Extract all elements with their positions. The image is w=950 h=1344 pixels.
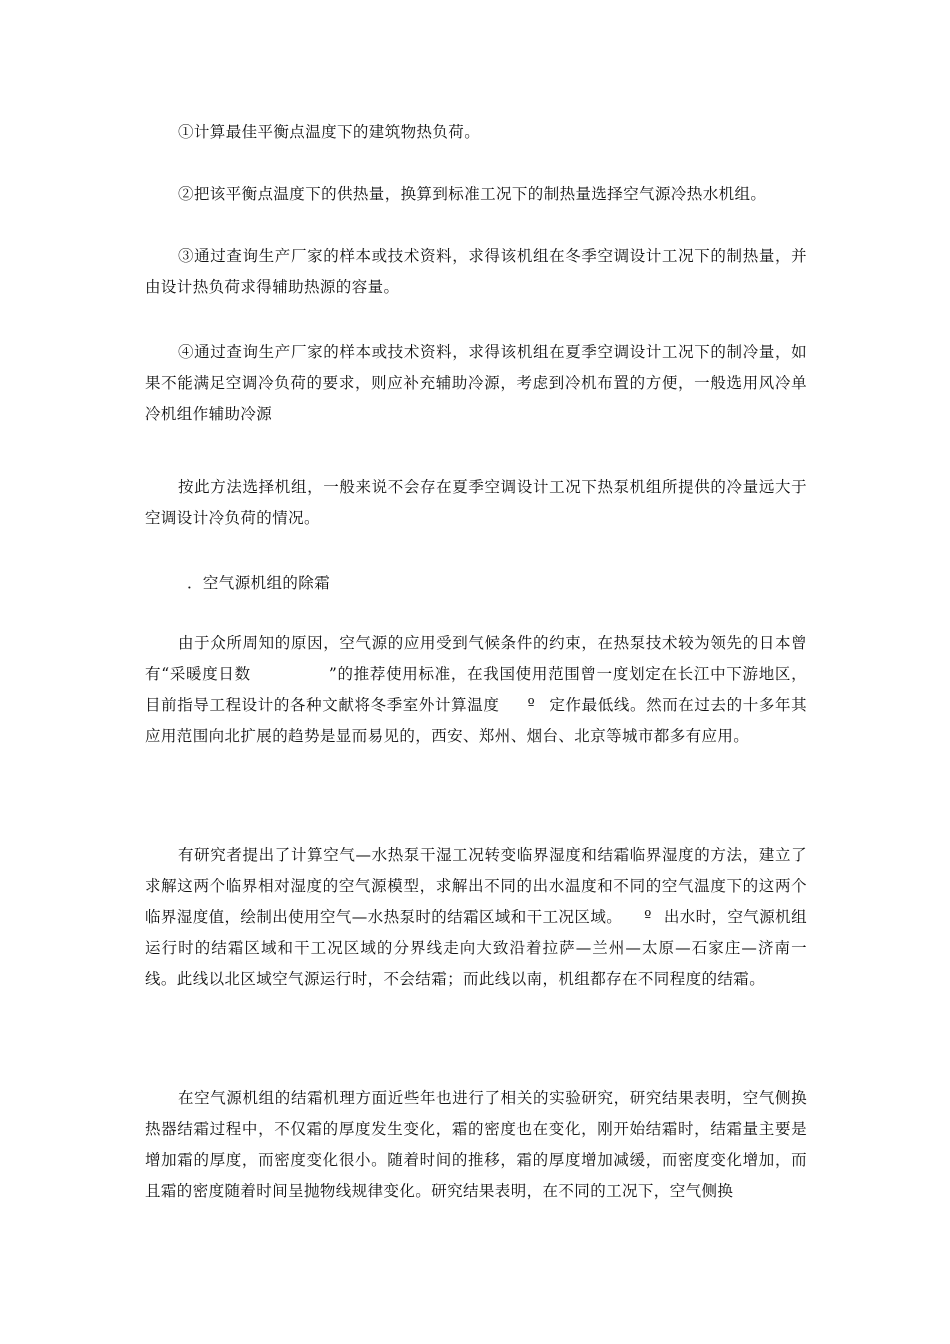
research-text-part-1: 有研究者提出了计算空气—水热泵干湿工况转变临界湿度和结霜临界湿度的方法，建立了求解这两个临界相对湿度的空气源模型，求解出不同的出水温度和不同的空气温度下的这两个临界湿度值，绘制出使用空气—水热泵时的结霜区域和干工况区域。 bbox=[145, 846, 807, 926]
research-text-part-2: 出水时，空气源机组运行时的结霜区域和干工况区域的分界线走向大致沿着拉萨—兰州—太原—石家庄—济南一线。此线以北区域空气源运行时，不会结霜；而此线以南，机组都存在不同程度的结霜。 bbox=[145, 908, 807, 988]
research-paragraph bbox=[145, 840, 807, 995]
climate-text-part-2: ”的推荐使用标准，在我国使用范围曾一度划定在长江中下游地区，目前指导工程设计的各种文献将冬季室外计算温度 bbox=[145, 665, 807, 714]
degree-symbol: º bbox=[644, 908, 652, 926]
step-3-paragraph: ③通过查询生产厂家的样本或技术资料，求得该机组在冬季空调设计工况下的制热量，并由设计热负荷求得辅助热源的容量。 bbox=[145, 247, 807, 296]
degree-symbol: º bbox=[527, 696, 536, 714]
step-4-paragraph: ④通过查询生产厂家的样本或技术资料，求得该机组在夏季空调设计工况下的制冷量，如果不能满足空调冷负荷的要求，则应补充辅助冷源，考虑到冷机布置的方便，一般选用风冷单冷机组作辅助冷源 bbox=[145, 343, 807, 423]
frost-paragraph: 在空气源机组的结霜机理方面近些年也进行了相关的实验研究，研究结果表明，空气侧换热器结霜过程中，不仅霜的厚度发生变化，霜的密度也在变化，刚开始结霜时，结霜量主要是增加霜的厚度，而密度变化很小。随着时间的推移，霜的厚度增加减缓，而密度变化增加，而且霜的密度随着时间呈抛物线规律变化。研究结果表明，在不同的工况下，空气侧换 bbox=[145, 1089, 807, 1200]
step-2-paragraph: ②把该平衡点温度下的供热量，换算到标准工况下的制热量选择空气源冷热水机组。 bbox=[178, 185, 767, 203]
climate-text-part-1: 由于众所周知的原因，空气源的应用受到气候条件的约束，在热泵技术较为领先的日本曾有“采暖度日数 bbox=[145, 634, 807, 683]
step-1-paragraph: ①计算最佳平衡点温度下的建筑物热负荷。 bbox=[178, 123, 481, 141]
section-heading: ．空气源机组的除霜 bbox=[187, 574, 331, 592]
climate-paragraph bbox=[145, 628, 807, 752]
conclusion-paragraph: 按此方法选择机组，一般来说不会存在夏季空调设计工况下热泵机组所提供的冷量远大于空调设计冷负荷的情况。 bbox=[145, 478, 807, 527]
climate-text-part-3: 定作最低线。然而在过去的十多年其应用范围向北扩展的趋势是显而易见的，西安、郑州、烟台、北京等城市都多有应用。 bbox=[145, 696, 807, 745]
